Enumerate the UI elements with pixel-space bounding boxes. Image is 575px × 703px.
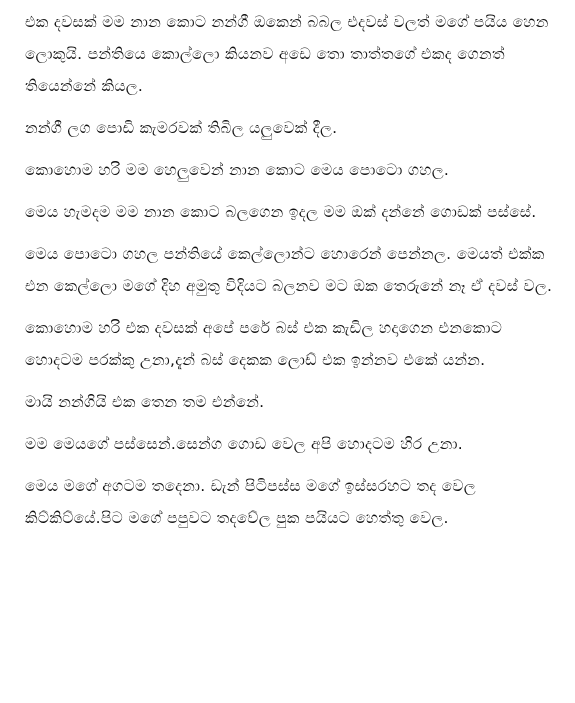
paragraph: කොහොම හරි එක දවසක් අපේ පරේ බස් එක කැඩිල හදාගෙන එනකොට හොදටම පරක්කු උනා,දැන් බස් දෙකක ලොඩ් එක ඉන්නව එකේ යන්න. bbox=[25, 319, 503, 369]
paragraph: නන්ගී ලග පොඩි කැමරවක් තිබිල යලුවෙක් දීල. bbox=[25, 119, 338, 137]
paragraph: එක දවසක් මම නාන කොට නන්ගී ඔකෙන් බබල එදවස් වලත් මගේ පයිය හෙන ලොකුයි. පන්තියෙ කොල්ලො කියනව අඩෙ තො තාත්තගේ එකද ගෙනත් තියෙන්නේ කියල. bbox=[25, 13, 549, 95]
paragraph: මායි නන්ගියි එක තෙන තම එන්නේ. bbox=[25, 393, 265, 411]
paragraph: මම මෙයගේ පස්සෙන්.සෙන්ග ගොඩ වෙල අපි හොදටම හිර උනා. bbox=[25, 435, 464, 453]
paragraph: මෙය පොටො ගහල පන්තියේ කෙල්ලොන්ට හොරෙන් පෙන්නල. මෙයත් එක්ක එන කෙල්ලො මගේ දිහ අමුතු විදියට බලනව මට ඔක තෙරුනේ නෑ ඒ දවස් වල. bbox=[25, 245, 553, 295]
paragraph: කොහොම හරි මම හෙලුවෙන් නාන කොට මෙය පොටො ගහල. bbox=[25, 161, 450, 179]
paragraph: මෙය හැමදම මම නාන කොට බලගෙන ඉදල මම ඔක් දන්නේ ගොඩක් පස්සේ. bbox=[25, 203, 537, 221]
paragraph: මෙය මගේ අගටම තදෙනා. ඩැන් පිටිපස්ස මගේ ඉස්සරහට තද වෙල කිට්කිට්යේ.පිට මගේ පපුවට තදවේල පුක පයියට හෙත්තු වෙල. bbox=[25, 477, 476, 527]
document-body bbox=[25, 6, 555, 544]
